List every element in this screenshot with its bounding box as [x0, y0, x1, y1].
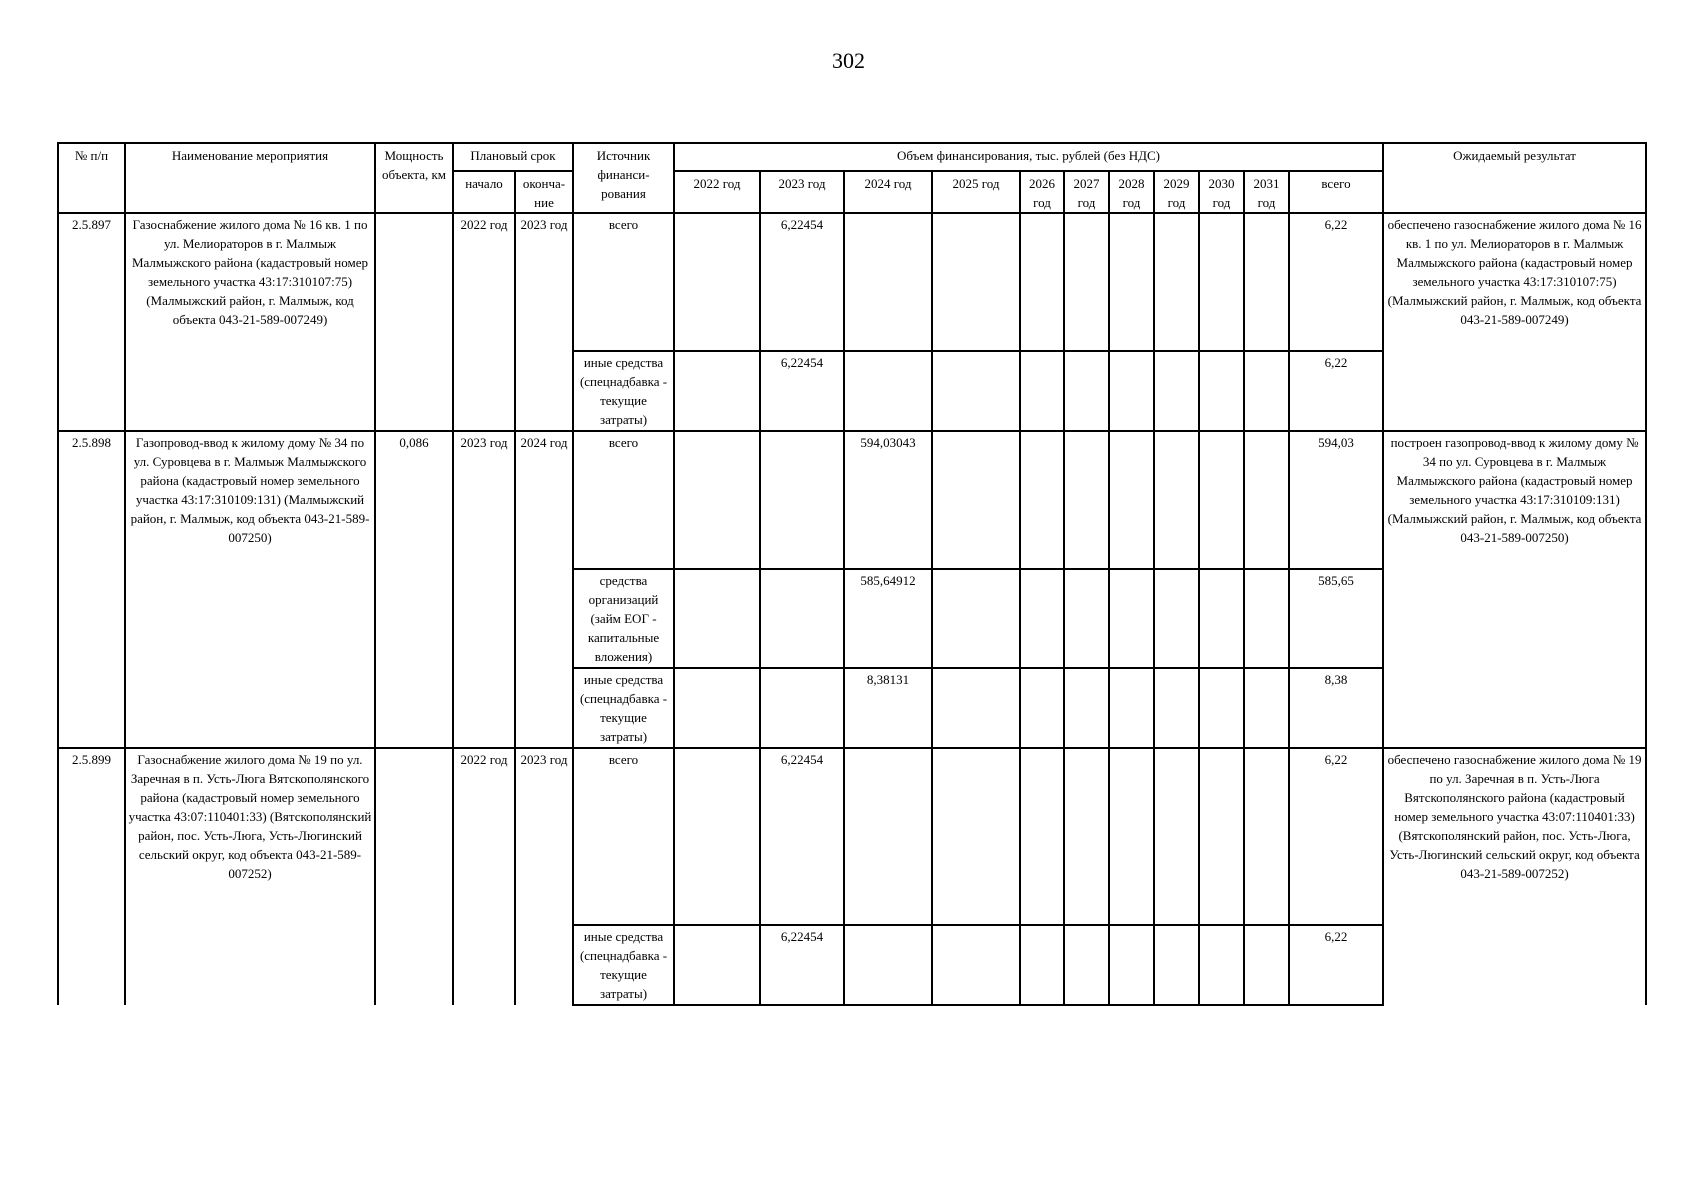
value-cell	[1020, 925, 1064, 1005]
value-cell	[674, 748, 760, 925]
source-cell: иные средства (спецнадбавка - текущие затраты)	[573, 925, 674, 1005]
value-cell	[1064, 925, 1109, 1005]
entry-end: 2023 год	[515, 213, 573, 431]
value-cell	[1244, 668, 1289, 748]
value-cell	[1154, 569, 1199, 668]
source-cell: всего	[573, 748, 674, 925]
entry-result: обеспечено газоснабжение жилого дома № 19 по ул. Заречная в п. Усть-Люга Вятскополянского района (кадастровый номер земельного участка 43:07:110401:33) (Вятскополянский район, пос. Усть-Люга, Усть-Люгинский сельский округ, код объекта 043-21-589-007252)	[1383, 748, 1646, 1005]
value-cell	[844, 351, 932, 431]
header-capacity: Мощность объекта, км	[375, 143, 453, 213]
funding-plan-table	[57, 142, 1647, 1006]
value-cell	[1199, 351, 1244, 431]
value-cell	[674, 431, 760, 569]
value-cell	[1199, 748, 1244, 925]
entry-capacity	[375, 213, 453, 431]
value-cell	[844, 213, 932, 351]
value-cell: 6,22454	[760, 213, 844, 351]
value-cell	[1020, 351, 1064, 431]
header-year-2023: 2023 год	[760, 171, 844, 213]
header-start: начало	[453, 171, 515, 213]
entry-name: Газопровод-ввод к жилому дому № 34 по ул. Суровцева в г. Малмыж Малмыжского района (кадастровый номер земельного участка 43:17:310109:131) (Малмыжский район, г. Малмыж, код объекта 043-21-589-007250)	[125, 431, 375, 748]
table-row	[58, 748, 1646, 925]
header-year-2022: 2022 год	[674, 171, 760, 213]
header-num: № п/п	[58, 143, 125, 213]
value-cell: 594,03043	[844, 431, 932, 569]
total-cell: 6,22	[1289, 748, 1383, 925]
value-cell	[932, 431, 1020, 569]
value-cell	[1109, 668, 1154, 748]
value-cell	[932, 748, 1020, 925]
value-cell	[1244, 569, 1289, 668]
table-row	[58, 431, 1646, 569]
value-cell	[1199, 668, 1244, 748]
value-cell	[674, 213, 760, 351]
value-cell	[932, 213, 1020, 351]
value-cell: 6,22454	[760, 925, 844, 1005]
value-cell	[1064, 668, 1109, 748]
value-cell	[1109, 569, 1154, 668]
value-cell	[1064, 351, 1109, 431]
value-cell	[1154, 668, 1199, 748]
value-cell	[674, 351, 760, 431]
entry-start: 2022 год	[453, 748, 515, 1005]
header-result: Ожидаемый результат	[1383, 143, 1646, 213]
header-year-2024: 2024 год	[844, 171, 932, 213]
header-year-2026: 2026 год	[1020, 171, 1064, 213]
total-cell: 8,38	[1289, 668, 1383, 748]
total-cell: 6,22	[1289, 925, 1383, 1005]
header-name: Наименование мероприятия	[125, 143, 375, 213]
value-cell	[932, 925, 1020, 1005]
header-total: всего	[1289, 171, 1383, 213]
value-cell	[1064, 569, 1109, 668]
entry-num: 2.5.898	[58, 431, 125, 748]
value-cell	[1109, 431, 1154, 569]
total-cell: 6,22	[1289, 351, 1383, 431]
header-year-2025: 2025 год	[932, 171, 1020, 213]
value-cell	[1020, 213, 1064, 351]
page-number: 302	[832, 48, 865, 73]
value-cell	[1064, 431, 1109, 569]
value-cell	[1244, 351, 1289, 431]
header-year-2027: 2027 год	[1064, 171, 1109, 213]
total-cell: 585,65	[1289, 569, 1383, 668]
entry-end: 2024 год	[515, 431, 573, 748]
entry-num: 2.5.899	[58, 748, 125, 1005]
header-planned-term: Плановый срок	[453, 143, 573, 171]
value-cell: 8,38131	[844, 668, 932, 748]
header-funding: Объем финансирования, тыс. рублей (без НДС)	[674, 143, 1383, 171]
value-cell	[932, 351, 1020, 431]
value-cell	[1154, 925, 1199, 1005]
value-cell	[1020, 748, 1064, 925]
entry-result: построен газопровод-ввод к жилому дому № 34 по ул. Суровцева в г. Малмыж Малмыжского района (кадастровый номер земельного участка 43:17:310109:131) (Малмыжский район, г. Малмыж, код объекта 043-21-589-007250)	[1383, 431, 1646, 748]
value-cell	[1109, 351, 1154, 431]
value-cell	[1244, 431, 1289, 569]
value-cell	[844, 925, 932, 1005]
source-cell: всего	[573, 431, 674, 569]
value-cell	[1154, 748, 1199, 925]
entry-capacity	[375, 748, 453, 1005]
value-cell	[1244, 213, 1289, 351]
value-cell	[674, 569, 760, 668]
source-cell: иные средства (спецнадбавка - текущие затраты)	[573, 668, 674, 748]
entry-end: 2023 год	[515, 748, 573, 1005]
value-cell	[1109, 213, 1154, 351]
total-cell: 594,03	[1289, 431, 1383, 569]
value-cell	[1064, 748, 1109, 925]
entry-start: 2023 год	[453, 431, 515, 748]
value-cell	[1020, 668, 1064, 748]
source-cell: всего	[573, 213, 674, 351]
value-cell	[1154, 431, 1199, 569]
value-cell	[932, 569, 1020, 668]
header-year-2031: 2031 год	[1244, 171, 1289, 213]
header-year-2030: 2030 год	[1199, 171, 1244, 213]
entry-name: Газоснабжение жилого дома № 16 кв. 1 по ул. Мелиораторов в г. Малмыж Малмыжского района (кадастровый номер земельного участка 43:17:310107:75) (Малмыжский район, г. Малмыж, код объекта 043-21-589-007249)	[125, 213, 375, 431]
value-cell	[932, 668, 1020, 748]
total-cell: 6,22	[1289, 213, 1383, 351]
entry-start: 2022 год	[453, 213, 515, 431]
entry-capacity: 0,086	[375, 431, 453, 748]
source-cell: иные средства (спецнадбавка - текущие затраты)	[573, 351, 674, 431]
value-cell	[760, 431, 844, 569]
value-cell	[1154, 213, 1199, 351]
value-cell	[1199, 569, 1244, 668]
value-cell: 6,22454	[760, 351, 844, 431]
value-cell	[674, 925, 760, 1005]
value-cell	[1199, 213, 1244, 351]
value-cell	[760, 569, 844, 668]
source-cell: средства организаций (займ ЕОГ - капитальные вложения)	[573, 569, 674, 668]
value-cell	[1109, 925, 1154, 1005]
entry-name: Газоснабжение жилого дома № 19 по ул. Заречная в п. Усть-Люга Вятскополянского района (кадастровый номер земельного участка 43:07:110401:33) (Вятскополянский район, пос. Усть-Люга, Усть-Люгинский сельский округ, код объекта 043-21-589-007252)	[125, 748, 375, 1005]
value-cell	[1199, 431, 1244, 569]
value-cell	[674, 668, 760, 748]
value-cell	[1199, 925, 1244, 1005]
header-source: Источник финанси-рования	[573, 143, 674, 213]
value-cell	[1154, 351, 1199, 431]
header-year-2028: 2028 год	[1109, 171, 1154, 213]
value-cell	[844, 748, 932, 925]
entry-result: обеспечено газоснабжение жилого дома № 16 кв. 1 по ул. Мелиораторов в г. Малмыж Малмыжского района (кадастровый номер земельного участка 43:17:310107:75) (Малмыжский район, г. Малмыж, код объекта 043-21-589-007249)	[1383, 213, 1646, 431]
value-cell: 585,64912	[844, 569, 932, 668]
value-cell	[760, 668, 844, 748]
value-cell	[1244, 748, 1289, 925]
value-cell	[1244, 925, 1289, 1005]
header-year-2029: 2029 год	[1154, 171, 1199, 213]
value-cell: 6,22454	[760, 748, 844, 925]
value-cell	[1064, 213, 1109, 351]
value-cell	[1020, 431, 1064, 569]
value-cell	[1020, 569, 1064, 668]
header-end: оконча-ние	[515, 171, 573, 213]
table-row	[58, 213, 1646, 351]
value-cell	[1109, 748, 1154, 925]
entry-num: 2.5.897	[58, 213, 125, 431]
